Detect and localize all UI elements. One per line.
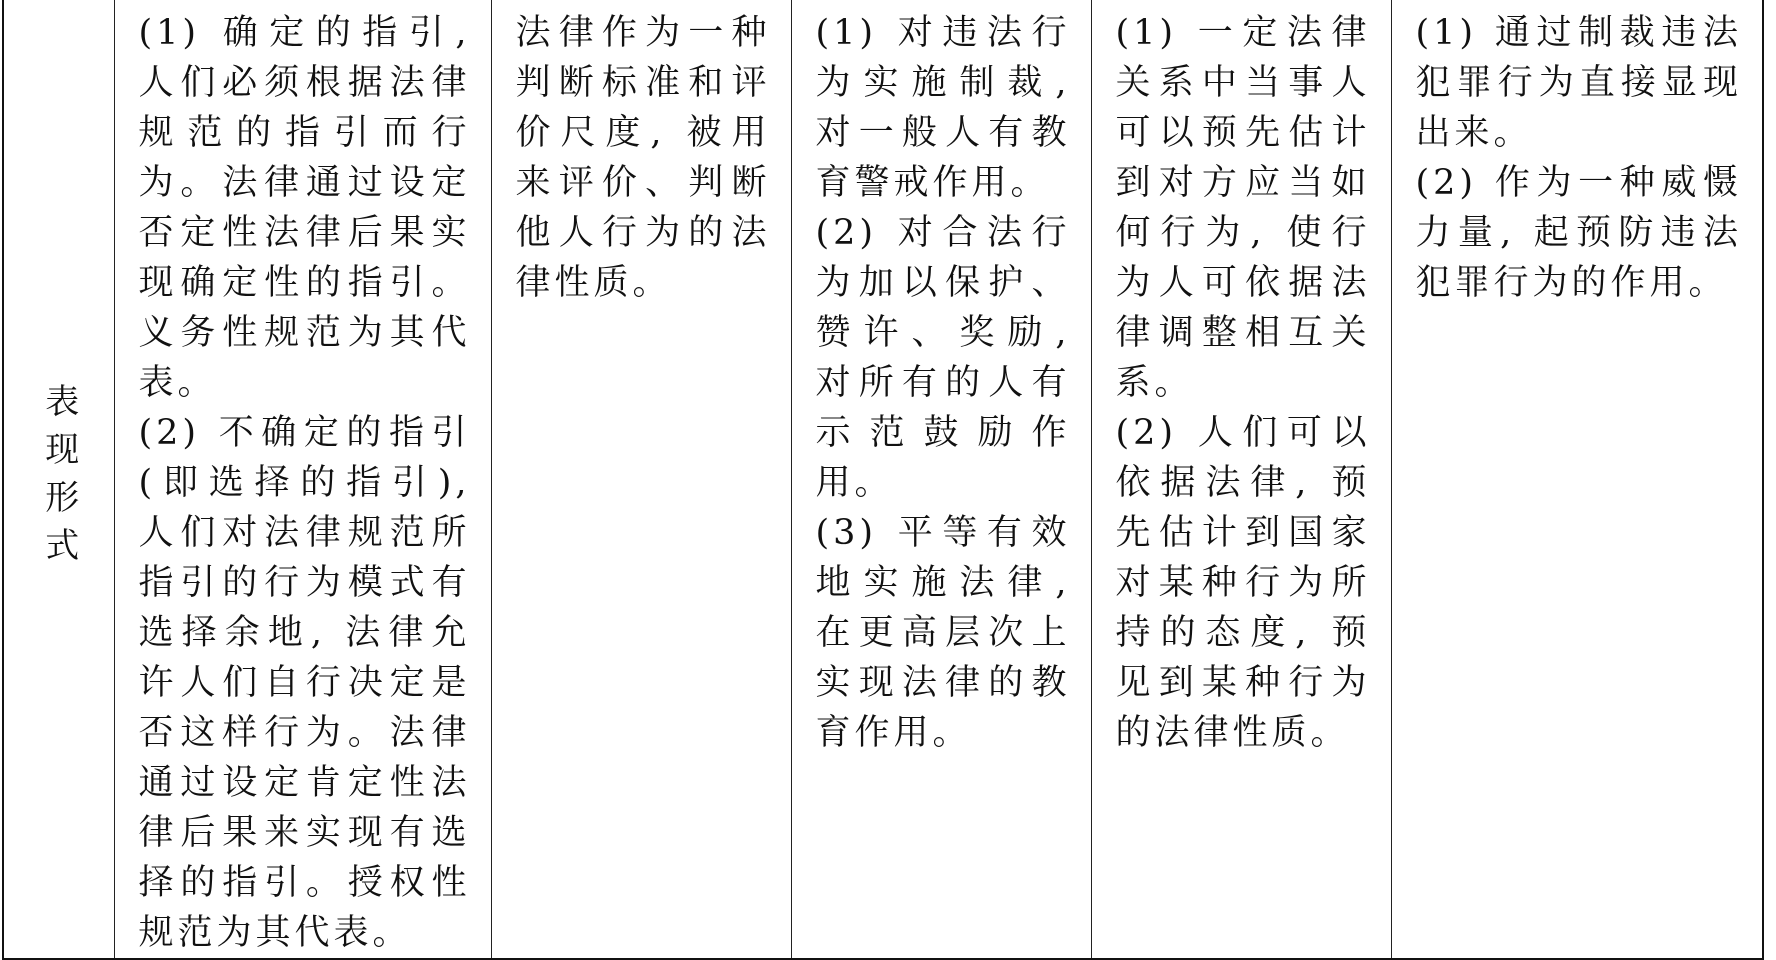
paragraph: (1) 确定的指引, 人们必须根据法律规范的指引而行为。法律通过设定否定性法律后果实现确定性的指引。义务性规范为其代表。	[138, 13, 486, 403]
row-label-cell	[3, 0, 114, 959]
column-cell-enforcement	[1391, 0, 1763, 959]
paragraph: (3) 平等有效地实施法律, 在更高层次上实现法律的教育作用。	[815, 513, 1086, 753]
table-row	[3, 0, 1763, 959]
column-cell-evaluation	[491, 0, 791, 959]
paragraph: (1) 对违法行为实施制裁, 对一般人有教育警戒作用。	[815, 13, 1086, 203]
paragraph: (2) 人们可以依据法律, 预先估计到国家对某种行为所持的态度, 预见到某种行为的法律性质。	[1115, 413, 1371, 753]
row-label: 表现形式	[38, 383, 79, 575]
column-cell-prediction	[1091, 0, 1391, 959]
paragraph: (1) 一定法律关系中当事人可以预先估计到对方应当如何行为, 使行为人可依据法律调整相互关系。	[1115, 13, 1371, 403]
paragraph: (1) 通过制裁违法犯罪行为直接显现出来。	[1415, 13, 1742, 153]
law-function-table	[2, 0, 1764, 960]
paragraph: (2) 不确定的指引 (即选择的指引), 人们对法律规范所指引的行为模式有选择余地, 法律允许人们自行决定是否这样行为。法律通过设定肯定性法律后果来实现有选择的指引。授权性规范为其代表。	[138, 413, 486, 953]
paragraph: 法律作为一种判断标准和评价尺度, 被用来评价、判断他人行为的法律性质。	[515, 13, 771, 303]
paragraph: (2) 作为一种威慑力量, 起预防违法犯罪行为的作用。	[1415, 163, 1742, 303]
paragraph: (2) 对合法行为加以保护、赞许、奖励, 对所有的人有示范鼓励作用。	[815, 213, 1086, 503]
column-cell-guidance	[114, 0, 491, 959]
column-cell-education	[791, 0, 1091, 959]
